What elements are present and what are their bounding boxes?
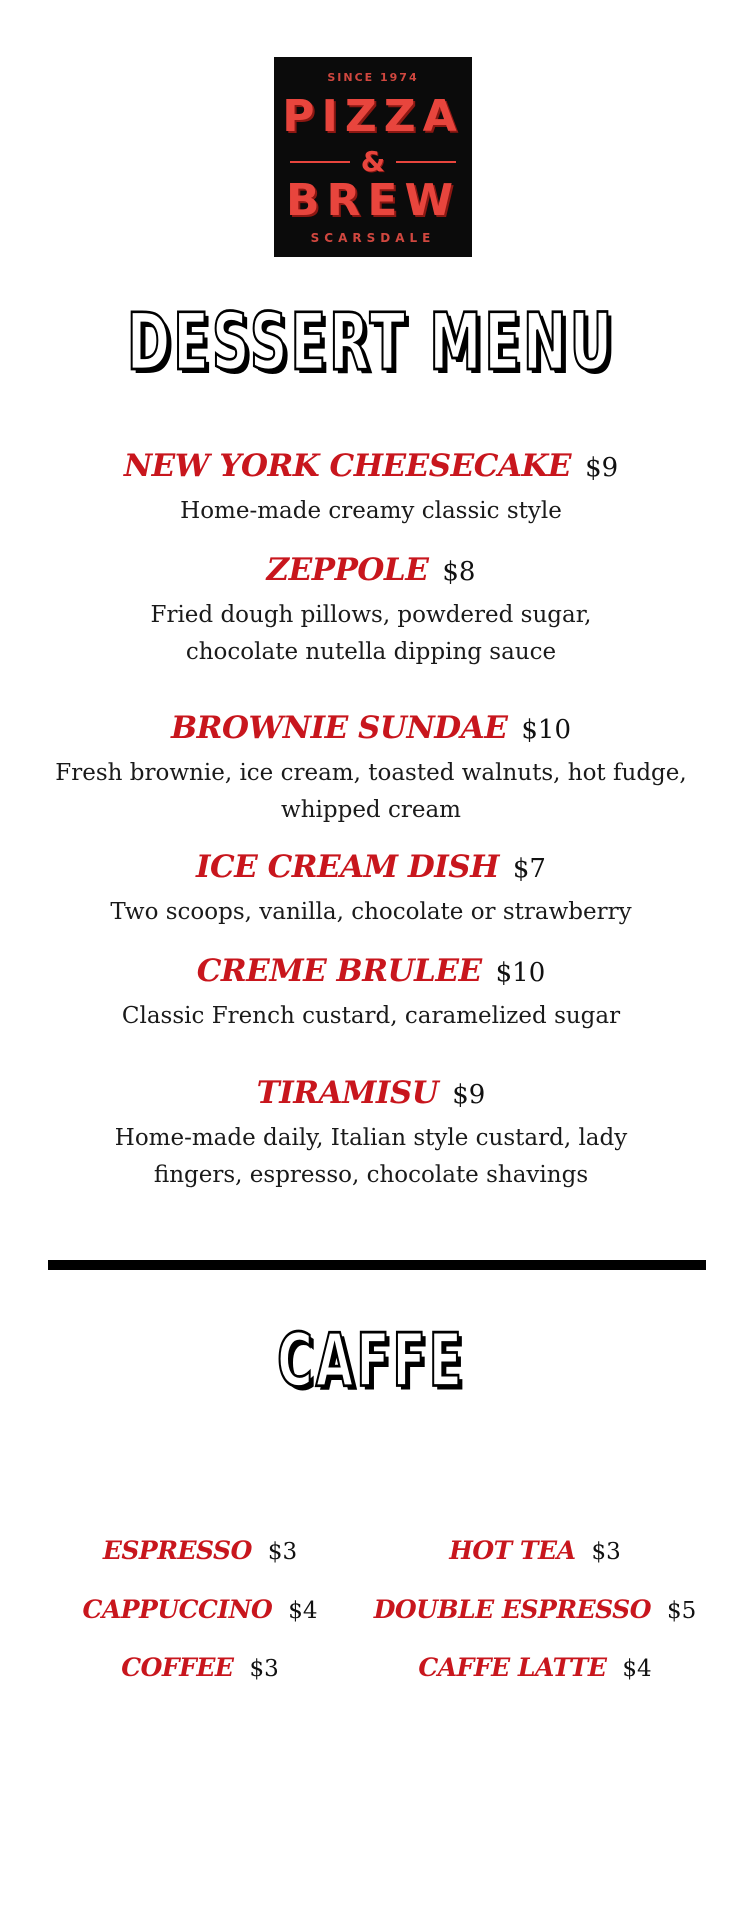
logo-since-text: SINCE 1974 [327, 71, 419, 84]
menu-item-price: $8 [442, 557, 476, 587]
menu-item-head [40, 1073, 702, 1118]
menu-item-head [40, 550, 702, 595]
caffe-item-price: $4 [288, 1598, 318, 1624]
menu-item-price: $9 [452, 1080, 486, 1110]
menu-item-price: $10 [521, 715, 571, 745]
menu-item-creme-brulee [40, 951, 702, 1035]
caffe-item-name: DOUBLE ESPRESSO [373, 1595, 652, 1624]
caffe-item-name: CAPPUCCINO [82, 1595, 273, 1624]
caffe-item-double-espresso [360, 1595, 710, 1624]
menu-item-description: Home-made creamy classic style [180, 498, 562, 524]
section-divider [48, 1260, 706, 1270]
logo-ampersand: & [360, 145, 386, 178]
menu-item-name: ZEPPOLE [266, 552, 429, 588]
menu-item-description: Home-made daily, Italian style custard, lady fingers, espresso, chocolate shavings [114, 1125, 628, 1188]
caffe-item-price: $3 [249, 1656, 279, 1682]
menu-item-description: Two scoops, vanilla, chocolate or strawberry [110, 899, 632, 925]
menu-item-head [40, 847, 702, 892]
caffe-title: CAFFE [277, 1318, 465, 1404]
menu-item-price: $10 [495, 958, 546, 988]
caffe-item-price: $5 [667, 1598, 697, 1624]
caffe-item-name: COFFEE [121, 1653, 234, 1682]
menu-item-price: $9 [585, 453, 619, 483]
menu-item-head [40, 951, 702, 996]
caffe-item-caffe-latte [360, 1653, 710, 1682]
menu-item-brownie-sundae [40, 708, 702, 829]
pizza-brew-logo [274, 57, 472, 257]
caffe-item-cappuccino [40, 1595, 360, 1624]
caffe-item-name: HOT TEA [449, 1536, 576, 1565]
menu-item-head [40, 446, 702, 491]
caffe-item-name: ESPRESSO [102, 1536, 252, 1565]
menu-item-description: Classic French custard, caramelized sugar [121, 1003, 621, 1029]
caffe-item-espresso [40, 1536, 360, 1565]
menu-item-name: CREME BRULEE [196, 953, 482, 989]
dessert-menu-title: DESSERT MENU [126, 296, 616, 388]
menu-item-description: Fried dough pillows, powdered sugar, chocolate nutella dipping sauce [150, 602, 592, 665]
menu-item-head [40, 708, 702, 753]
menu-item-zeppole [40, 550, 702, 671]
logo-brew-text: BREW [285, 175, 460, 226]
menu-item-name: TIRAMISU [256, 1075, 439, 1111]
logo-pizza-text: PIZZA [282, 91, 464, 142]
logo-city-text: SCARSDALE [310, 231, 436, 245]
menu-item-name: ICE CREAM DISH [196, 849, 499, 885]
caffe-item-name: CAFFE LATTE [418, 1653, 607, 1682]
menu-item-description: Fresh brownie, ice cream, toasted walnuts, hot fudge, whipped cream [55, 760, 687, 823]
menu-item-name: NEW YORK CHEESECAKE [123, 448, 572, 484]
menu-item-ice-cream-dish [40, 847, 702, 931]
caffe-item-coffee [40, 1653, 360, 1682]
logo-line-right [396, 161, 456, 163]
menu-item-cheesecake [40, 446, 702, 530]
caffe-item-price: $4 [622, 1656, 652, 1682]
menu-item-name: BROWNIE SUNDAE [170, 710, 508, 746]
menu-item-tiramisu [40, 1073, 702, 1194]
caffe-item-price: $3 [591, 1539, 621, 1565]
caffe-item-hot-tea [360, 1536, 710, 1565]
logo-ampersand-row [290, 145, 456, 179]
menu-item-price: $7 [512, 854, 546, 884]
caffe-item-price: $3 [267, 1539, 298, 1565]
